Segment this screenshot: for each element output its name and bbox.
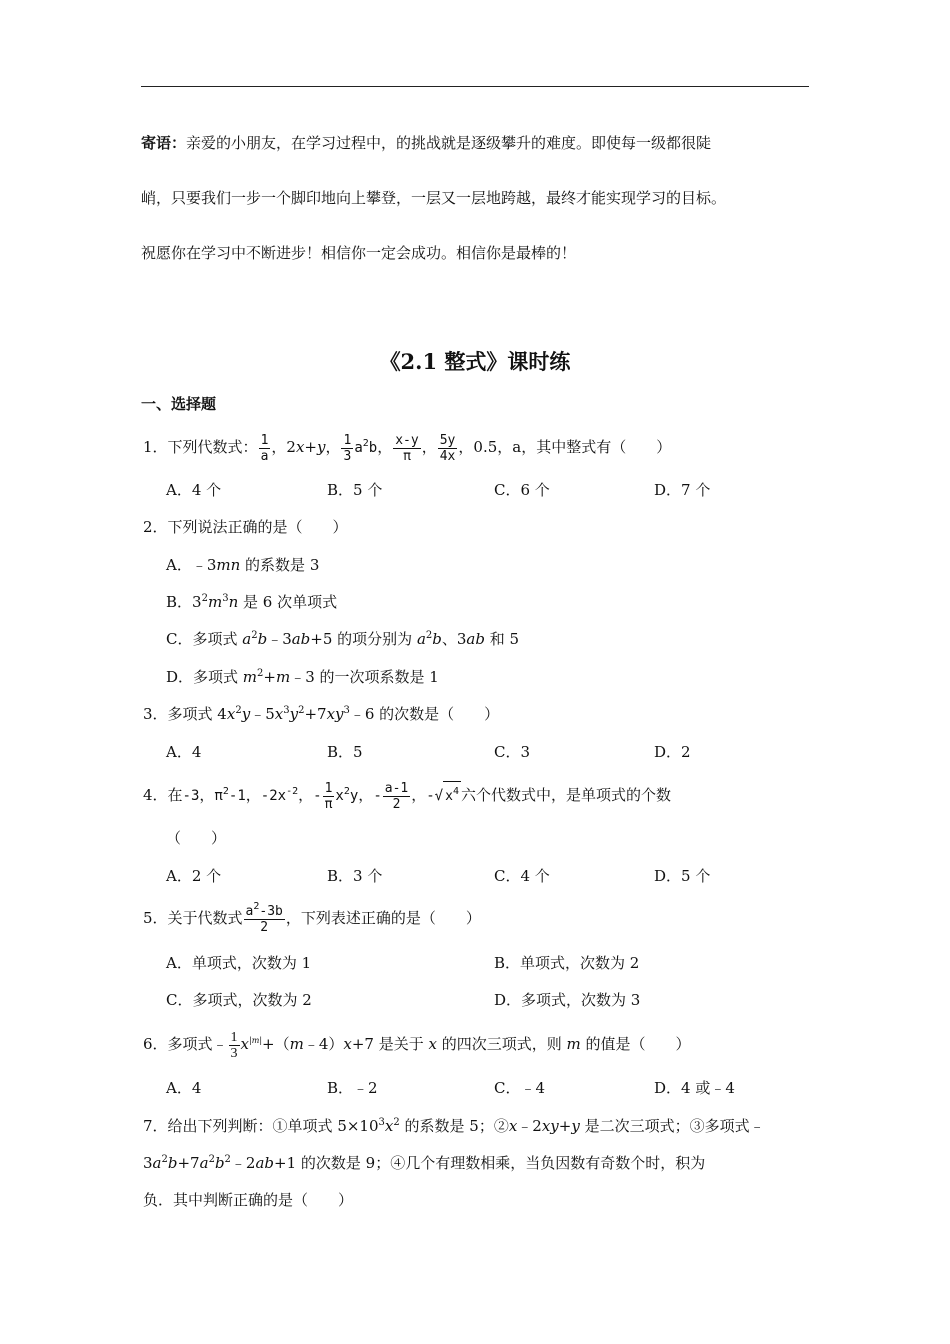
section-heading: 一、选择题 <box>141 395 217 413</box>
q1-fraction-1-over-a: $\frac{1}{a}$ <box>260 432 269 464</box>
q1-option-c[interactable]: C．6 个 <box>494 481 550 499</box>
q4-sqrt-x4: $x^4$ <box>443 781 461 812</box>
intro-line-2: 峭，只要我们一步一个脚印地向上攀登，一层又一层地跨越，最终才能实现学习的目标。 <box>141 189 727 207</box>
q6-option-b[interactable]: B．﹣2 <box>327 1079 378 1097</box>
header-rule <box>141 86 809 87</box>
q3-option-b[interactable]: B．5 <box>327 743 363 761</box>
question-6-stem: 6．多项式﹣ $\frac{1}{3}$ $x^{|m|}+(m﹣4)x+7$ 是关于 x 的四次三项式，则 m 的值是（ ） <box>143 1029 691 1061</box>
q1-fraction-x-minus-y-over-pi: $\frac{x-y}{\pi}$ <box>395 432 419 464</box>
q3-option-a[interactable]: A．4 <box>166 743 202 761</box>
q4-fraction-1-over-pi: $\frac{1}{\pi}$ <box>324 780 333 812</box>
q5-option-c[interactable]: C．多项式，次数为 2 <box>166 991 312 1009</box>
q2-option-c[interactable]: C．多项式 $a^2b﹣3ab+5$ 的项分别为 $a^2b$、3ab 和 5 <box>166 630 520 648</box>
q1-lead: 下列代数式： <box>167 438 258 456</box>
q2-option-b[interactable]: B．$3^2m^3n$ 是 6 次单项式 <box>166 593 338 611</box>
question-1-stem: 1．下列代数式： $\frac{1}{a}$ ，2x+y， $\frac{1}{3}$ $a^2b$， $\frac{x-y}{\pi}$ ， $\frac{5y}{4x}$ ，0.5，a，其中整式有（ ） <box>143 432 672 464</box>
q6-option-c[interactable]: C．﹣4 <box>494 1079 546 1097</box>
q3-option-d[interactable]: D．2 <box>654 743 691 761</box>
q4-option-b[interactable]: B．3 个 <box>327 867 383 885</box>
q5-option-d[interactable]: D．多项式，次数为 3 <box>494 991 641 1009</box>
q4-fraction-a-minus-1-over-2: $\frac{a-1}{2}$ <box>384 780 409 812</box>
intro-line-3: 祝愿你在学习中不断进步！相信你一定会成功。相信你是最棒的！ <box>141 244 577 262</box>
question-4-stem: 4．在-3，$\pi^2-1$，$-2x^{-2}$，- $\frac{1}{\pi}$ $x^2y$，- $\frac{a-1}{2}$ ，-√ $x^4$ 六个代数式中，是单项式的个数 <box>143 780 671 812</box>
q2-option-d[interactable]: D．多项式 $m^2+m﹣3$ 的一次项系数是 1 <box>166 668 439 686</box>
question-7-line-2: $3a^2b+7a^2b^2﹣2ab+1$ 的次数是 9；④几个有理数相乘，当负因数有奇数个时，积为 <box>143 1154 706 1172</box>
q1-option-d[interactable]: D．7 个 <box>654 481 711 499</box>
question-3-stem: 3．多项式 $4x^2y﹣5x^3y^2+7xy^3﹣6$ 的次数是（ ） <box>143 705 500 723</box>
q1-monomial-a2b: $a^2b$ <box>354 438 378 456</box>
q1-fraction-5y-over-4x: $\frac{5y}{4x}$ <box>439 432 456 464</box>
question-5-stem <box>143 900 481 935</box>
q4-option-a[interactable]: A．2 个 <box>166 867 222 885</box>
q1-option-b[interactable]: B．5 个 <box>327 481 383 499</box>
q6-fraction-one-third: $\frac{1}{3}$ <box>230 1029 238 1061</box>
q1-fraction-one-third: $\frac{1}{3}$ <box>343 432 352 464</box>
q5-lead: 5．关于代数式 <box>143 909 243 927</box>
q1-option-a[interactable]: A．4 个 <box>166 481 222 499</box>
intro-text-1: 亲爱的小朋友，在学习过程中，的挑战就是逐级攀升的难度。即使每一级都很陡 <box>186 134 712 152</box>
q3-option-c[interactable]: C．3 <box>494 743 531 761</box>
q5-fraction-a2-minus-3b-over-2: $\frac{a^2-3b}{2}$ <box>245 900 283 935</box>
q4-option-c[interactable]: C．4 个 <box>494 867 550 885</box>
question-2-stem: 2．下列说法正确的是（ ） <box>143 518 348 536</box>
q6-option-a[interactable]: A．4 <box>166 1079 202 1097</box>
q5-tail: ，下列表述正确的是（ ） <box>285 909 481 927</box>
intro-line-1 <box>141 133 711 153</box>
q5-option-a[interactable]: A．单项式，次数为 1 <box>166 954 312 972</box>
q4-tail: 六个代数式中，是单项式的个数 <box>460 786 671 804</box>
q1-number: 1． <box>143 438 168 456</box>
q2-option-a[interactable]: A．﹣3mn 的系数是 3 <box>166 556 320 574</box>
q4-option-d[interactable]: D．5 个 <box>654 867 711 885</box>
q6-option-d[interactable]: D．4 或﹣4 <box>654 1079 735 1097</box>
q5-option-b[interactable]: B．单项式，次数为 2 <box>494 954 640 972</box>
q1-tail: 0.5，a，其中整式有（ ） <box>473 438 672 456</box>
intro-label: 寄语： <box>141 134 187 152</box>
page-title: 《2.1 整式》课时练 <box>379 349 571 374</box>
question-7-line-1: 7．给出下列判断：①单项式 $5\times 10^3x^2$ 的系数是 5；②x﹣2xy+y 是二次三项式；③多项式﹣ <box>143 1117 765 1135</box>
q4-paren: （ ） <box>166 829 227 847</box>
question-7-line-3: 负．其中判断正确的是（ ） <box>143 1191 354 1209</box>
